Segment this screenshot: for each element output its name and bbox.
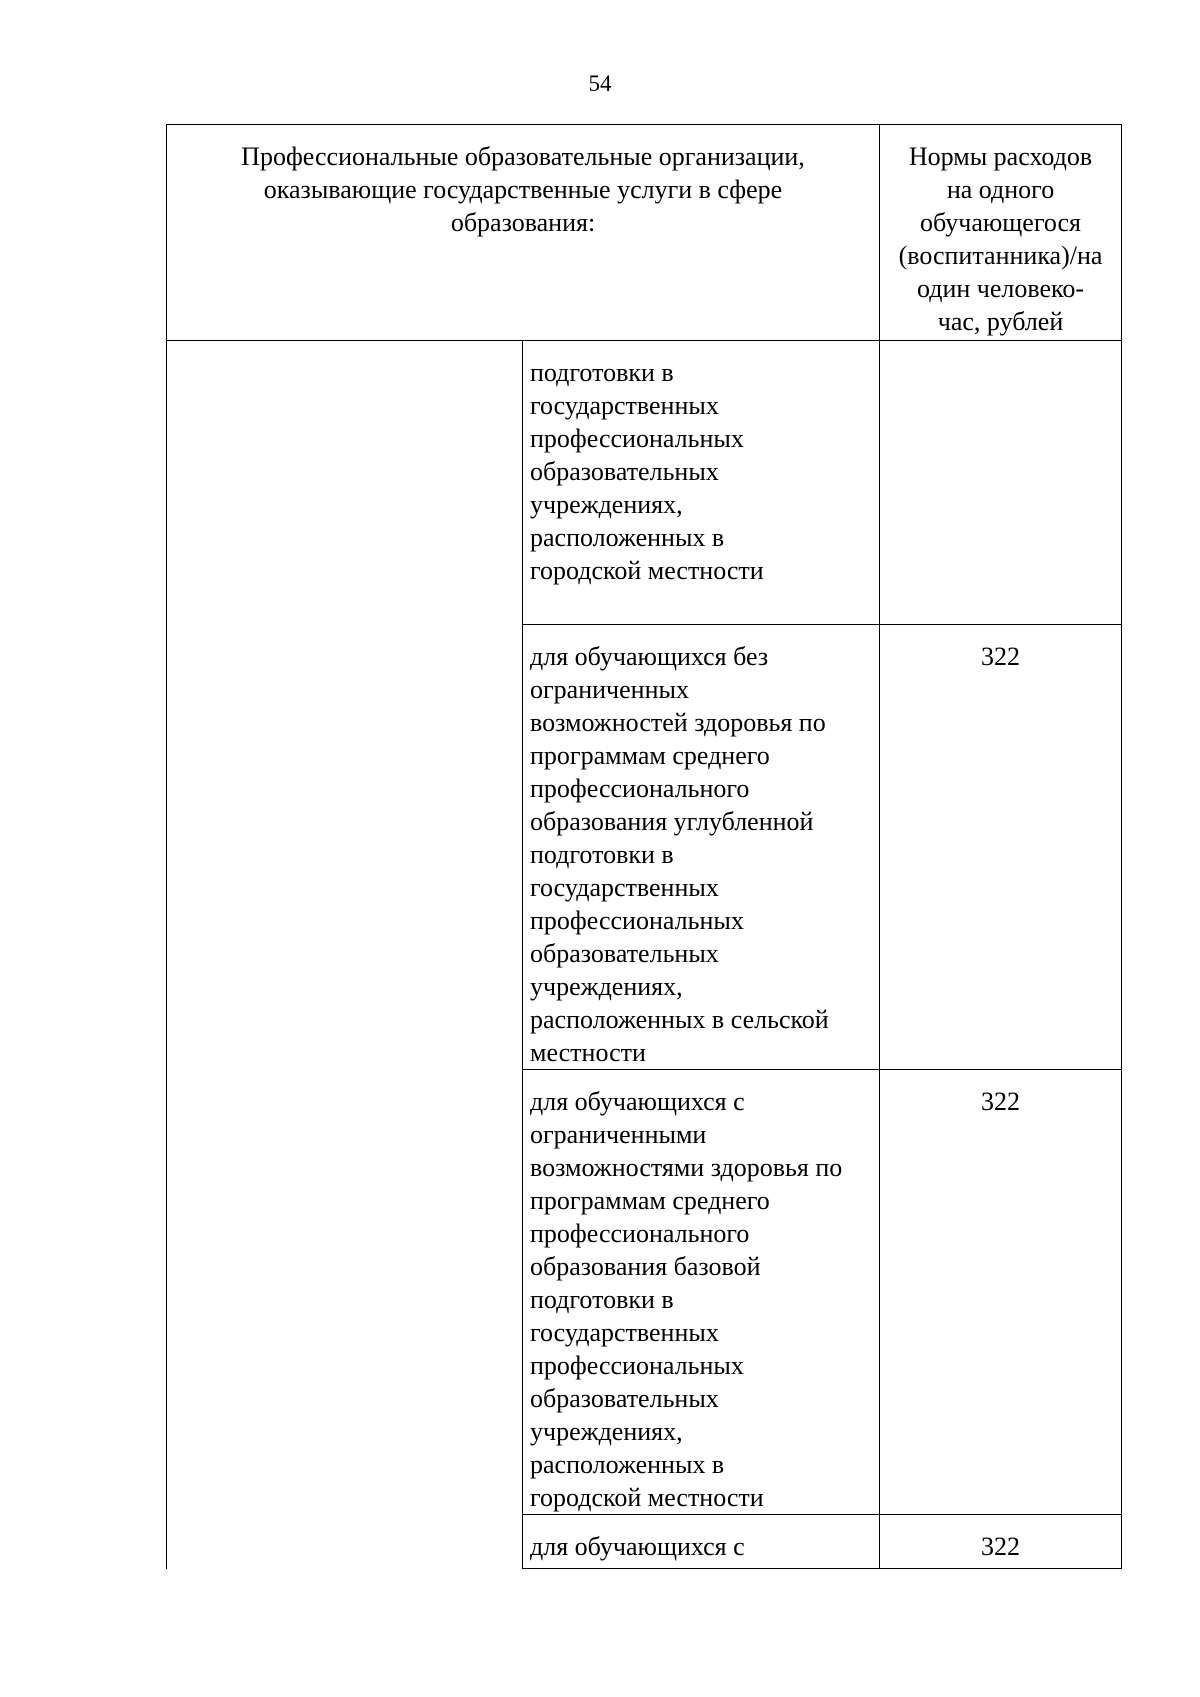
header-org-line: Профессиональные образовательные организации, (241, 142, 805, 171)
table-header-row (167, 125, 1122, 341)
header-org-line: образования: (450, 208, 596, 237)
description-line: образования углубленной (530, 807, 814, 836)
norms-table (166, 124, 1122, 1569)
description-line: программам среднего (530, 1186, 770, 1215)
header-norm-line: (воспитанника)/на (898, 241, 1103, 270)
value-cell: 322 (880, 625, 1122, 1070)
header-org-line: оказывающие государственные услуги в сфере (263, 175, 783, 204)
description-line: профессионального (530, 774, 750, 803)
description-line: возможностями здоровья по (530, 1153, 843, 1182)
description-line: профессионального (530, 1219, 750, 1248)
description-line: государственных (530, 391, 719, 420)
description-cell (523, 625, 880, 1070)
description-line: государственных (530, 1318, 719, 1347)
description-line: для обучающихся с (530, 1532, 745, 1561)
description-line: профессиональных (530, 906, 744, 935)
description-line: расположенных в (530, 1450, 725, 1479)
description-line: профессиональных (530, 1351, 744, 1380)
description-line: образовательных (530, 1384, 719, 1413)
description-cell (523, 341, 880, 625)
description-line: для обучающихся без (530, 642, 769, 671)
description-line: возможностей здоровья по (530, 708, 826, 737)
description-line: расположенных в сельской (530, 1005, 829, 1034)
description-cell (523, 1515, 880, 1569)
organization-cell-continued (167, 341, 523, 1569)
header-norm-line: обучающегося (920, 208, 1082, 237)
header-norm-line: Нормы расходов (908, 142, 1093, 171)
description-line: профессиональных (530, 424, 744, 453)
header-norm-line: час, рублей (937, 307, 1064, 336)
description-line: городской местности (530, 556, 764, 585)
header-norms (880, 125, 1122, 341)
description-line: городской местности (530, 1483, 764, 1512)
description-line: учреждениях, (530, 490, 683, 519)
description-line: для обучающихся с (530, 1087, 745, 1116)
description-cell (523, 1070, 880, 1515)
table-row (167, 341, 1122, 625)
description-line: образовательных (530, 939, 719, 968)
header-organizations (167, 125, 880, 341)
description-line: местности (530, 1038, 646, 1067)
description-line: образовательных (530, 457, 719, 486)
header-norm-line: один человеко- (916, 274, 1085, 303)
description-line: программам среднего (530, 741, 770, 770)
description-line: ограниченными (530, 1120, 707, 1149)
description-line: ограниченных (530, 675, 689, 704)
description-line: образования базовой (530, 1252, 761, 1281)
description-line: подготовки в (530, 840, 674, 869)
page-number: 54 (588, 71, 612, 96)
description-line: подготовки в (530, 358, 674, 387)
description-line: подготовки в (530, 1285, 674, 1314)
description-line: расположенных в (530, 523, 725, 552)
header-norm-line: на одного (946, 175, 1055, 204)
value-cell: 322 (880, 1515, 1122, 1569)
description-line: государственных (530, 873, 719, 902)
value-cell (880, 341, 1122, 625)
description-line: учреждениях, (530, 972, 683, 1001)
description-line: учреждениях, (530, 1417, 683, 1446)
value-cell: 322 (880, 1070, 1122, 1515)
